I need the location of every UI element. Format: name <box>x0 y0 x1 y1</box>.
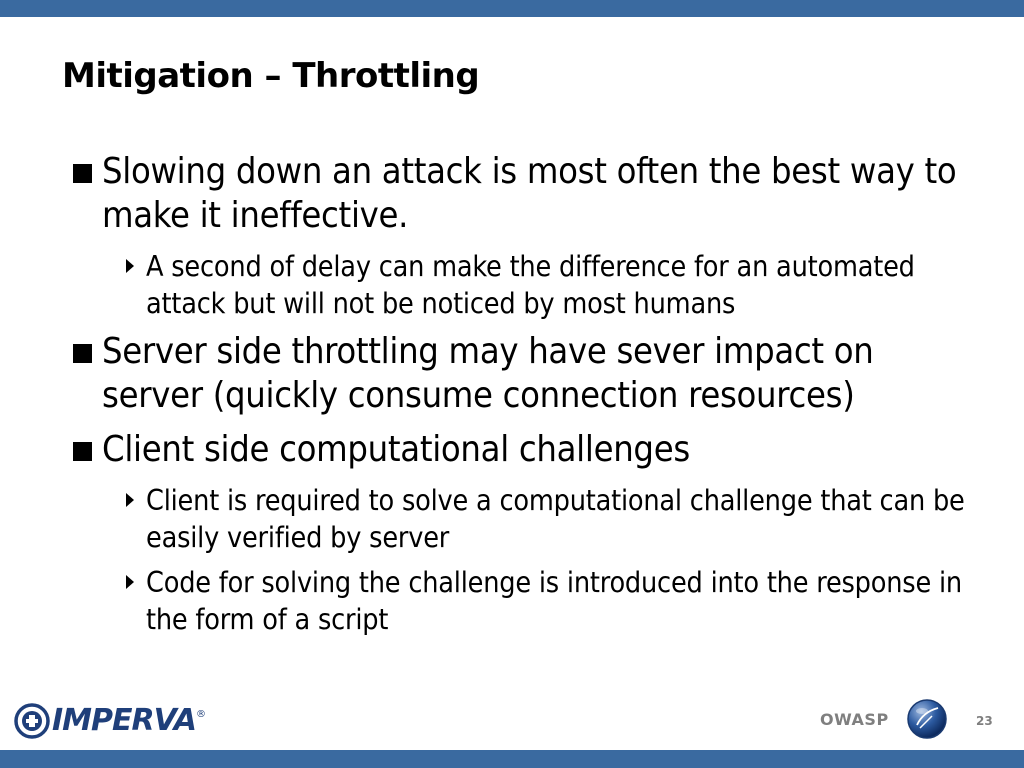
page-number: 23 <box>976 714 993 728</box>
bullet-3-sub-1-text: Client is required to solve a computational challenge that can be easily verified by server <box>146 484 965 554</box>
bullet-1-sub-1-text: A second of delay can make the difference for an automated attack but will not be noticed by most humans <box>146 250 915 320</box>
bullet-3-sub-2 <box>70 564 970 638</box>
bullet-3-sub-2-text: Code for solving the challenge is introduced into the response in the form of a script <box>146 566 962 636</box>
bullet-2 <box>70 330 970 418</box>
triangle-bullet-icon <box>126 575 134 589</box>
bullet-1-text: Slowing down an attack is most often the best way to make it ineffective. <box>102 151 957 236</box>
triangle-bullet-icon <box>126 259 134 273</box>
bullet-3-text: Client side computational challenges <box>102 429 690 470</box>
owasp-label: OWASP <box>820 710 889 729</box>
registered-mark: ® <box>196 709 206 720</box>
square-bullet-icon <box>73 344 92 363</box>
imperva-logo <box>14 703 206 739</box>
slide-content <box>70 150 970 646</box>
imperva-logo-icon <box>14 703 50 739</box>
triangle-bullet-icon <box>126 493 134 507</box>
bullet-3-sub-1 <box>70 482 970 556</box>
square-bullet-icon <box>73 164 92 183</box>
bottom-bar <box>0 750 1024 768</box>
bullet-1 <box>70 150 970 238</box>
bullet-2-text: Server side throttling may have sever impact on server (quickly consume connection resources) <box>102 331 874 416</box>
square-bullet-icon <box>73 442 92 461</box>
top-bar <box>0 0 1024 17</box>
bullet-3 <box>70 428 970 472</box>
owasp-globe-icon <box>906 698 948 740</box>
slide-title: Mitigation – Throttling <box>62 56 480 96</box>
imperva-logo-text: IMPERVA <box>52 703 196 738</box>
bullet-1-sub-1 <box>70 248 970 322</box>
